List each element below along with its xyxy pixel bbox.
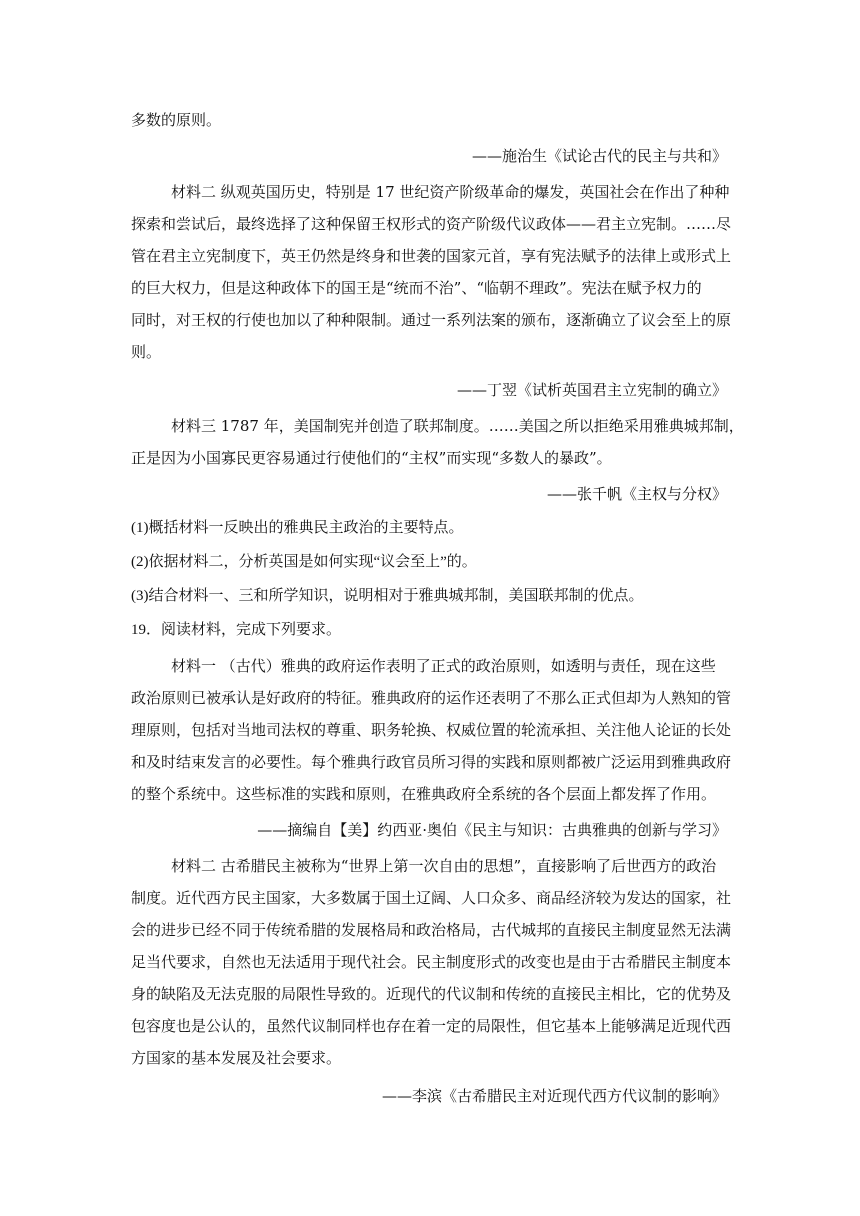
material3-line: 材料三 1787 年，美国制宪并创造了联邦制度。……美国之所以拒绝采用雅典城邦制， xyxy=(171,417,744,435)
b-material1-line: 和及时结束发言的必要性。每个雅典行政官员所习得的实践和原则都被广泛运用到雅典政府 xyxy=(131,753,732,771)
b-material2-line: 身的缺陷及无法克服的局限性导致的。近现代的代议制和传统的直接民主相比，它的优势及 xyxy=(131,985,732,1003)
question-2: (2)依据材料二，分析英国是如何实现“议会至上”的。 xyxy=(131,554,477,570)
material2-line: 探索和尝试后，最终选择了这种保留王权形式的资产阶级代议政体——君主立宪制。……尽 xyxy=(131,215,732,233)
material2-line: 材料二 纵观英国历史，特别是 17 世纪资产阶级革命的爆发，英国社会在作出了种种 xyxy=(171,183,730,201)
b-material1-line: 的整个系统中。这些标准的实践和原则，在雅典政府全系统的各个层面上都发挥了作用。 xyxy=(131,785,717,803)
citation-ding-yi: ——丁翌《试析英国君主立宪制的确立》 xyxy=(456,381,727,399)
material2-line: 则。 xyxy=(131,343,162,361)
question-19-title: 19．阅读材料，完成下列要求。 xyxy=(131,622,342,638)
citation-shi-zhisheng: ——施治生《试论古代的民主与共和》 xyxy=(471,147,727,165)
b-material1-line: 材料一 （古代）雅典的政府运作表明了正式的政治原则，如透明与责任，现在这些 xyxy=(171,657,716,675)
citation-ober: ——摘编自【美】约西亚·奥伯《民主与知识：古典雅典的创新与学习》 xyxy=(257,821,727,839)
b-material1-line: 政治原则已被承认是好政府的特征。雅典政府的运作还表明了不那么正式但却为人熟知的管 xyxy=(131,689,732,707)
b-material2-line: 足当代要求，自然也无法适用于现代社会。民主制度形式的改变也是由于古希腊民主制度本 xyxy=(131,953,732,971)
b-material1-line: 理原则，包括对当地司法权的尊重、职务轮换、权威位置的轮流承担、关注他人论证的长处 xyxy=(131,721,732,739)
citation-li-bin: ——李滨《古希腊民主对近现代西方代议制的影响》 xyxy=(381,1087,727,1105)
material2-line: 管在君主立宪制度下，英王仍然是终身和世袭的国家元首，享有宪法赋予的法律上或形式上 xyxy=(131,247,732,265)
b-material2-line: 包容度也是公认的，虽然代议制同样也存在着一定的局限性，但它基本上能够满足近现代西 xyxy=(131,1017,732,1035)
question-3: (3)结合材料一、三和所学知识，说明相对于雅典城邦制，美国联邦制的优点。 xyxy=(131,588,644,604)
b-material2-line: 制度。近代西方民主国家，大多数属于国土辽阔、人口众多、商品经济较为发达的国家，社 xyxy=(131,889,732,907)
continued-line: 多数的原则。 xyxy=(131,111,222,129)
question-1: (1)概括材料一反映出的雅典民主政治的主要特点。 xyxy=(131,520,464,536)
b-material2-line: 材料二 古希腊民主被称为“世界上第一次自由的思想”，直接影响了后世西方的政治 xyxy=(171,857,717,875)
b-material2-line: 方国家的基本发展及社会要求。 xyxy=(131,1049,342,1067)
material3-line: 正是因为小国寡民更容易通过行使他们的“主权”而实现“多数人的暴政”。 xyxy=(131,449,612,467)
material2-line: 同时，对王权的行使也加以了种种限制。通过一系列法案的颁布，逐渐确立了议会至上的原 xyxy=(131,311,732,329)
material2-line: 的巨大权力，但是这种政体下的国王是“统而不治”、“临朝不理政”。宪法在赋予权力的 xyxy=(131,279,702,297)
b-material2-line: 会的进步已经不同于传统希腊的发展格局和政治格局，古代城邦的直接民主制度显然无法满 xyxy=(131,921,732,939)
citation-zhang-qianfan: ——张千帆《主权与分权》 xyxy=(546,485,727,503)
